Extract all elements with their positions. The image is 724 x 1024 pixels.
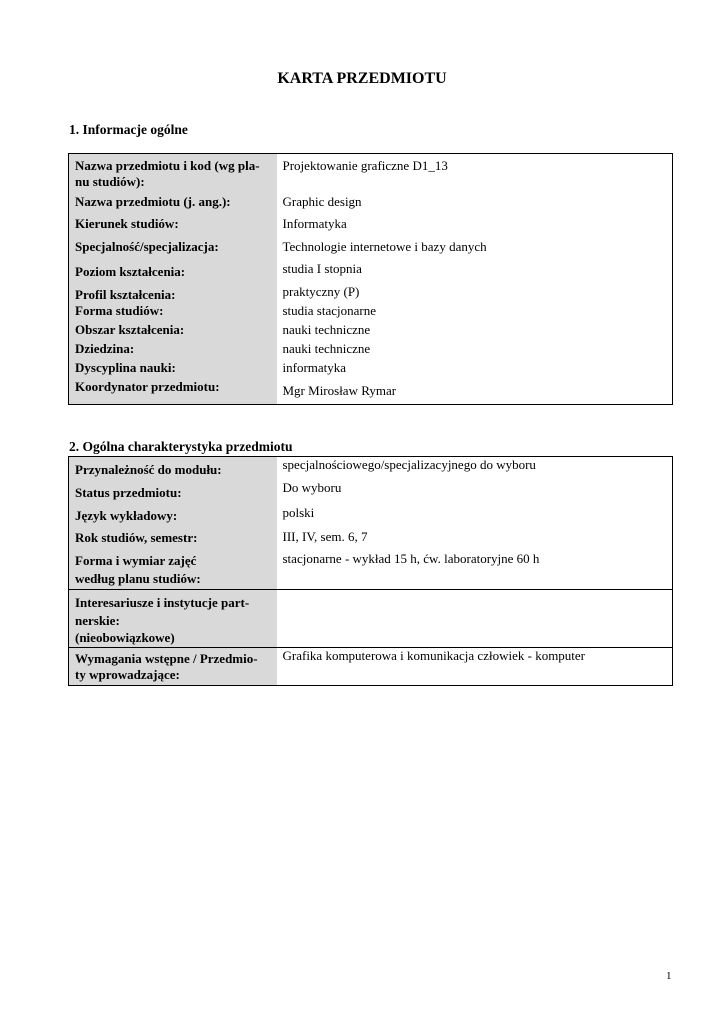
row-label: Obszar kształcenia: bbox=[69, 322, 277, 341]
table-row bbox=[69, 590, 673, 648]
row-label: Wymagania wstępne / Przedmio- ty wprowadzające: bbox=[69, 648, 277, 686]
table-row bbox=[69, 379, 673, 405]
table-row bbox=[69, 480, 673, 503]
table-row bbox=[69, 239, 673, 261]
row-value: nauki techniczne bbox=[277, 341, 673, 360]
table-row bbox=[69, 341, 673, 360]
row-label: Status przedmiotu: bbox=[69, 480, 277, 503]
table-row bbox=[69, 548, 673, 590]
table-row bbox=[69, 360, 673, 379]
row-value: polski bbox=[277, 503, 673, 526]
row-value bbox=[277, 590, 673, 648]
row-value: studia stacjonarne bbox=[277, 303, 673, 322]
row-value: Grafika komputerowa i komunikacja człowiek - komputer bbox=[277, 648, 673, 686]
row-value: Do wyboru bbox=[277, 480, 673, 503]
row-label: Poziom kształcenia: bbox=[69, 261, 277, 284]
row-value: specjalnościowego/specjalizacyjnego do wyboru bbox=[277, 457, 673, 480]
row-label: Kierunek studiów: bbox=[69, 216, 277, 239]
row-value: stacjonarne - wykład 15 h, ćw. laboratoryjne 60 h bbox=[277, 548, 673, 590]
table-row bbox=[69, 503, 673, 526]
table-row bbox=[69, 194, 673, 216]
row-label: Dyscyplina nauki: bbox=[69, 360, 277, 379]
row-label: Forma studiów: bbox=[69, 303, 277, 322]
table-row bbox=[69, 154, 673, 194]
page-number: 1 bbox=[666, 970, 672, 982]
row-value: Technologie internetowe i bazy danych bbox=[277, 239, 673, 261]
table-row bbox=[69, 322, 673, 341]
course-characteristics-table bbox=[68, 456, 673, 686]
table-row bbox=[69, 284, 673, 303]
row-label: Nazwa przedmiotu (j. ang.): bbox=[69, 194, 277, 216]
row-label: Specjalność/specjalizacja: bbox=[69, 239, 277, 261]
row-label: Koordynator przedmiotu: bbox=[69, 379, 277, 405]
section-1-heading: 1. Informacje ogólne bbox=[69, 122, 188, 137]
table-row bbox=[69, 526, 673, 548]
row-value: Graphic design bbox=[277, 194, 673, 216]
row-label: Przynależność do modułu: bbox=[69, 457, 277, 480]
row-label: Interesariusze i instytucje part- nerskie: (nieobowiązkowe) bbox=[69, 590, 277, 648]
document-title: KARTA PRZEDMIOTU bbox=[277, 70, 447, 87]
row-value: Informatyka bbox=[277, 216, 673, 239]
row-value: Projektowanie graficzne D1_13 bbox=[277, 154, 673, 194]
row-value: III, IV, sem. 6, 7 bbox=[277, 526, 673, 548]
row-value: nauki techniczne bbox=[277, 322, 673, 341]
row-label: Profil kształcenia: bbox=[69, 284, 277, 303]
row-value: informatyka bbox=[277, 360, 673, 379]
table-row bbox=[69, 648, 673, 686]
row-label: Język wykładowy: bbox=[69, 503, 277, 526]
row-value: studia I stopnia bbox=[277, 261, 673, 284]
row-label: Forma i wymiar zajęć według planu studiów: bbox=[69, 548, 277, 590]
table-row bbox=[69, 261, 673, 284]
section-2-heading: 2. Ogólna charakterystyka przedmiotu bbox=[69, 439, 293, 454]
general-info-table bbox=[68, 153, 673, 405]
row-label: Rok studiów, semestr: bbox=[69, 526, 277, 548]
row-value: Mgr Mirosław Rymar bbox=[277, 379, 673, 405]
table-row bbox=[69, 457, 673, 480]
table-row bbox=[69, 216, 673, 239]
table-row bbox=[69, 303, 673, 322]
row-label: Dziedzina: bbox=[69, 341, 277, 360]
row-label: Nazwa przedmiotu i kod (wg pla- nu studiów): bbox=[69, 154, 277, 194]
row-value: praktyczny (P) bbox=[277, 284, 673, 303]
